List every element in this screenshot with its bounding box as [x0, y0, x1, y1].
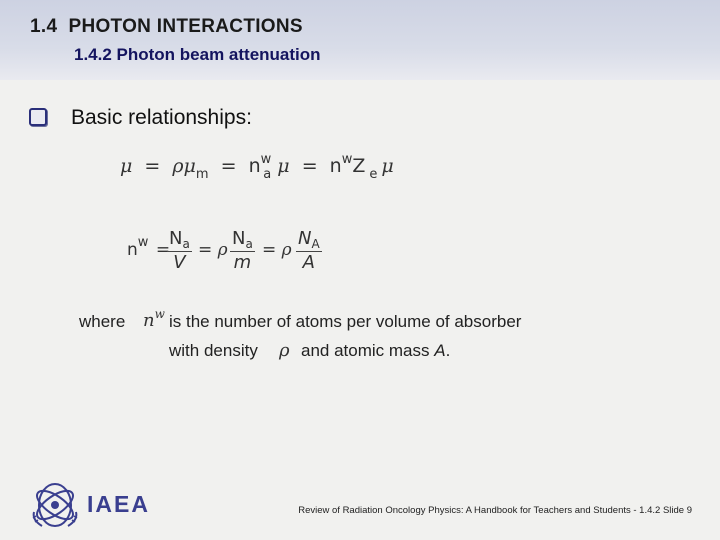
frac3-N: N [298, 228, 312, 249]
equation-attenuation [120, 152, 394, 182]
eq1-Z: Z [352, 155, 366, 177]
equation-atom-density-lhs [127, 235, 171, 260]
slide-footer: Review of Radiation Oncology Physics: A Handbook for Teachers and Students - 1.4.2 Slide 9 [298, 505, 692, 516]
eq2-equals-3: = [262, 240, 277, 260]
inline-n: n [143, 310, 155, 331]
explanation-line-2a: with density [169, 341, 258, 360]
fraction-NA-over-A [296, 228, 322, 274]
eq1-n-2: n [329, 155, 342, 177]
eq1-rho: ρ [172, 155, 184, 177]
eq1-mu-m: μ [183, 155, 196, 177]
slide-subtitle: 1.4.2 Photon beam attenuation [74, 45, 321, 64]
iaea-logo-text: IAEA [87, 491, 150, 517]
explanation-A: A [434, 341, 446, 360]
frac2-m: m [233, 252, 252, 273]
eq1-sub-m: m [195, 167, 209, 182]
frac3-sub-A: A [311, 237, 320, 251]
eq1-n: n [248, 155, 261, 177]
slide-header [0, 0, 720, 80]
eq1-mu: μ [120, 155, 133, 177]
eq1-sub-e: e [369, 167, 378, 182]
frac2-sub-a: a [245, 237, 253, 251]
iaea-emblem-icon [28, 480, 82, 537]
eq2-sup-w: w [137, 235, 149, 250]
slide-title: 1.4 PHOTON INTERACTIONS [30, 16, 303, 37]
eq1-equals-2: = [220, 155, 237, 177]
fraction-Na-over-V [167, 228, 192, 274]
eq1-sup-w: w [260, 152, 272, 167]
eq1-equals-3: = [301, 155, 318, 177]
eq1-mu-3: μ [381, 155, 394, 177]
bullet-heading: Basic relationships: [71, 106, 252, 129]
eq2-equals-1: = [155, 240, 171, 260]
frac1-V: V [173, 252, 186, 273]
explanation-period: . [445, 341, 451, 360]
where-label: where [79, 312, 126, 331]
eq1-mu-2: μ [277, 155, 290, 177]
frac1-N: N [169, 228, 183, 249]
eq1-sup-w-2: w [341, 152, 353, 167]
inline-nw-symbol [143, 307, 165, 331]
fraction-Na-over-m [230, 228, 255, 274]
checkbox-bullet-icon [29, 108, 47, 126]
eq2-rho-1: ρ [217, 240, 228, 260]
eq1-equals-1: = [144, 155, 161, 177]
frac2-N: N [232, 228, 246, 249]
inline-w: w [154, 307, 165, 321]
eq2-mid [198, 240, 228, 260]
eq2-n: n [127, 240, 138, 260]
frac3-A: A [302, 252, 315, 273]
explanation-line-2b [301, 341, 450, 361]
explanation-line-1: is the number of atoms per volume of absorber [169, 312, 522, 331]
eq2-rho-2: ρ [281, 240, 292, 260]
eq2-equals-2: = [198, 240, 213, 260]
inline-rho-symbol: ρ [279, 340, 290, 361]
frac1-sub-a: a [182, 237, 190, 251]
eq1-sub-a: a [263, 167, 272, 182]
eq2-right [262, 240, 292, 260]
explanation-atomic-mass: and atomic mass [301, 341, 430, 360]
